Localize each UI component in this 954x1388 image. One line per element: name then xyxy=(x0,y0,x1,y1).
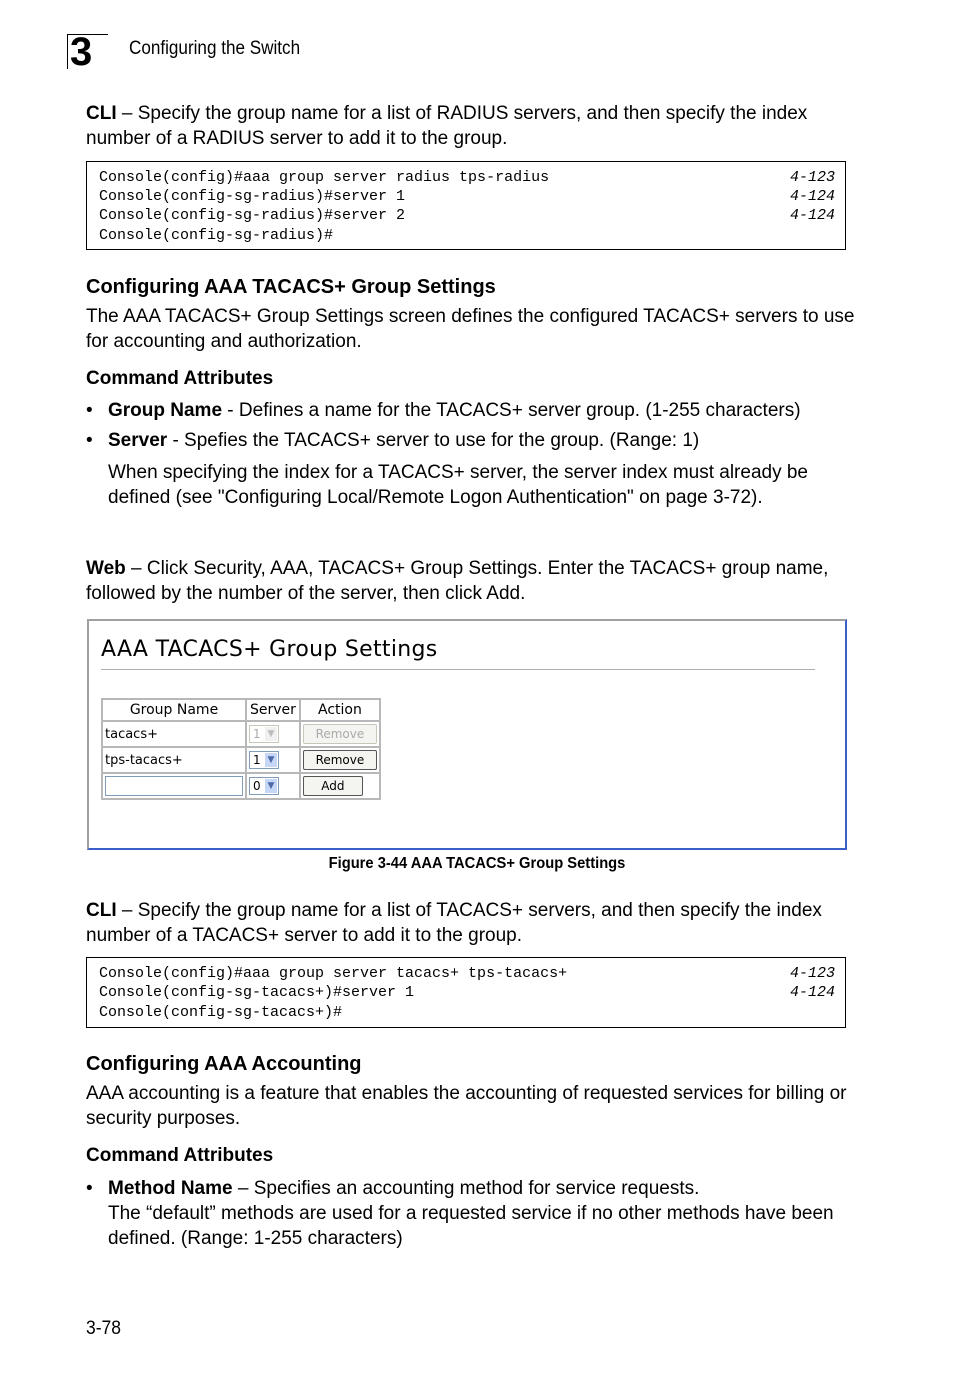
figure-caption: Figure 3-44 AAA TACACS+ Group Settings xyxy=(328,855,626,872)
attribute-method-name xyxy=(86,1176,856,1251)
command-reference: 4-124 xyxy=(789,207,835,224)
code-line: Console(config)#aaa group server tacacs+ tps-tacacs+ xyxy=(99,965,568,982)
column-header-action: Action xyxy=(300,699,380,721)
section-heading-accounting: Configuring AAA Accounting xyxy=(86,1053,362,1075)
code-block-tacacs xyxy=(86,957,846,1028)
command-attributes-heading: Command Attributes xyxy=(86,368,274,389)
column-header-server: Server xyxy=(246,699,300,721)
title-divider xyxy=(101,669,815,670)
code-line: Console(config-sg-radius)#server 1 xyxy=(99,188,406,205)
group-name-input[interactable] xyxy=(105,776,243,796)
group-name-cell: tacacs+ xyxy=(102,721,246,747)
server-select[interactable]: 1 ▼ xyxy=(249,751,279,769)
group-settings-table xyxy=(101,698,381,800)
code-line: Console(config-sg-radius)#server 2 xyxy=(99,207,406,224)
column-header-group-name: Group Name xyxy=(102,699,246,721)
cli-label: CLI xyxy=(86,103,117,124)
cli-label: CLI xyxy=(86,900,117,921)
attribute-group-name xyxy=(86,398,856,423)
cli-radius-paragraph xyxy=(86,101,856,151)
page-number: 3-78 xyxy=(86,1318,121,1339)
attribute-server xyxy=(86,428,856,453)
table-row xyxy=(102,747,380,773)
cli-radius-text: – Specify the group name for a list of RADIUS servers, and then specify the index number of a RADIUS server to add it to the group. xyxy=(86,103,808,149)
accounting-intro: AAA accounting is a feature that enables the accounting of requested services for billing or security purposes. xyxy=(86,1083,847,1129)
cli-tacacs-paragraph xyxy=(86,898,856,948)
section-heading-tacacs: Configuring AAA TACACS+ Group Settings xyxy=(86,276,496,298)
code-line: Console(config-sg-radius)# xyxy=(99,227,334,244)
command-reference: 4-123 xyxy=(789,965,835,982)
code-line: Console(config-sg-tacacs+)#server 1 xyxy=(99,984,415,1001)
action-cell xyxy=(300,721,380,747)
action-cell xyxy=(300,773,380,799)
attribute-term: Method Name xyxy=(108,1178,233,1199)
new-group-row xyxy=(102,773,380,799)
attribute-term: Group Name xyxy=(108,400,223,421)
server-note: When specifying the index for a TACACS+ server, the server index must already be defined (see "Configuring Local/Remote Logon Authentication" on page 3-72). xyxy=(108,462,808,508)
chevron-down-icon: ▼ xyxy=(265,753,277,767)
attribute-desc: - Defines a name for the TACACS+ server group. (1-255 characters) xyxy=(222,400,801,421)
command-attributes-heading: Command Attributes xyxy=(86,1145,274,1166)
bullet-icon: • xyxy=(86,1178,93,1199)
command-reference: 4-123 xyxy=(789,169,835,186)
command-reference: 4-124 xyxy=(789,188,835,205)
server-cell xyxy=(246,747,300,773)
code-line: Console(config-sg-tacacs+)# xyxy=(99,1004,343,1021)
table-row xyxy=(102,721,380,747)
web-label: Web xyxy=(86,558,126,579)
attribute-detail: The “default” methods are used for a requested service if no other methods have been defined. (Range: 1-255 characters) xyxy=(108,1203,834,1249)
table-header-row xyxy=(102,699,380,721)
server-select[interactable]: 1 ▼ xyxy=(249,725,279,743)
chevron-down-icon: ▼ xyxy=(265,779,277,793)
server-cell xyxy=(246,773,300,799)
chevron-down-icon: ▼ xyxy=(265,727,277,741)
group-name-cell xyxy=(102,773,246,799)
figure-page-title: AAA TACACS+ Group Settings xyxy=(101,637,438,662)
web-paragraph xyxy=(86,556,856,606)
attribute-term: Server xyxy=(108,430,168,451)
bullet-icon: • xyxy=(86,400,93,421)
bullet-icon: • xyxy=(86,430,93,451)
figure-screenshot xyxy=(87,619,847,850)
code-line: Console(config)#aaa group server radius tps-radius xyxy=(99,169,550,186)
tacacs-intro: The AAA TACACS+ Group Settings screen defines the configured TACACS+ servers to use for accounting and authorization. xyxy=(86,306,855,352)
chapter-number: 3 xyxy=(70,30,92,74)
attribute-desc: - Spefies the TACACS+ server to use for the group. (Range: 1) xyxy=(167,430,700,451)
server-cell xyxy=(246,721,300,747)
web-text: – Click Security, AAA, TACACS+ Group Settings. Enter the TACACS+ group name, followed by the number of the server, then click Add. xyxy=(86,558,829,604)
remove-button[interactable]: Remove xyxy=(303,750,377,770)
action-cell xyxy=(300,747,380,773)
command-reference: 4-124 xyxy=(789,984,835,1001)
running-header: Configuring the Switch xyxy=(129,38,301,59)
cli-tacacs-text: – Specify the group name for a list of TACACS+ servers, and then specify the index number of a TACACS+ server to add it to the group. xyxy=(86,900,822,946)
server-select[interactable]: 0 ▼ xyxy=(249,777,279,795)
add-button[interactable]: Add xyxy=(303,776,363,796)
group-name-cell: tps-tacacs+ xyxy=(102,747,246,773)
remove-button[interactable]: Remove xyxy=(303,724,377,744)
code-block-radius xyxy=(86,161,846,250)
attribute-desc: – Specifies an accounting method for service requests. xyxy=(232,1178,700,1199)
